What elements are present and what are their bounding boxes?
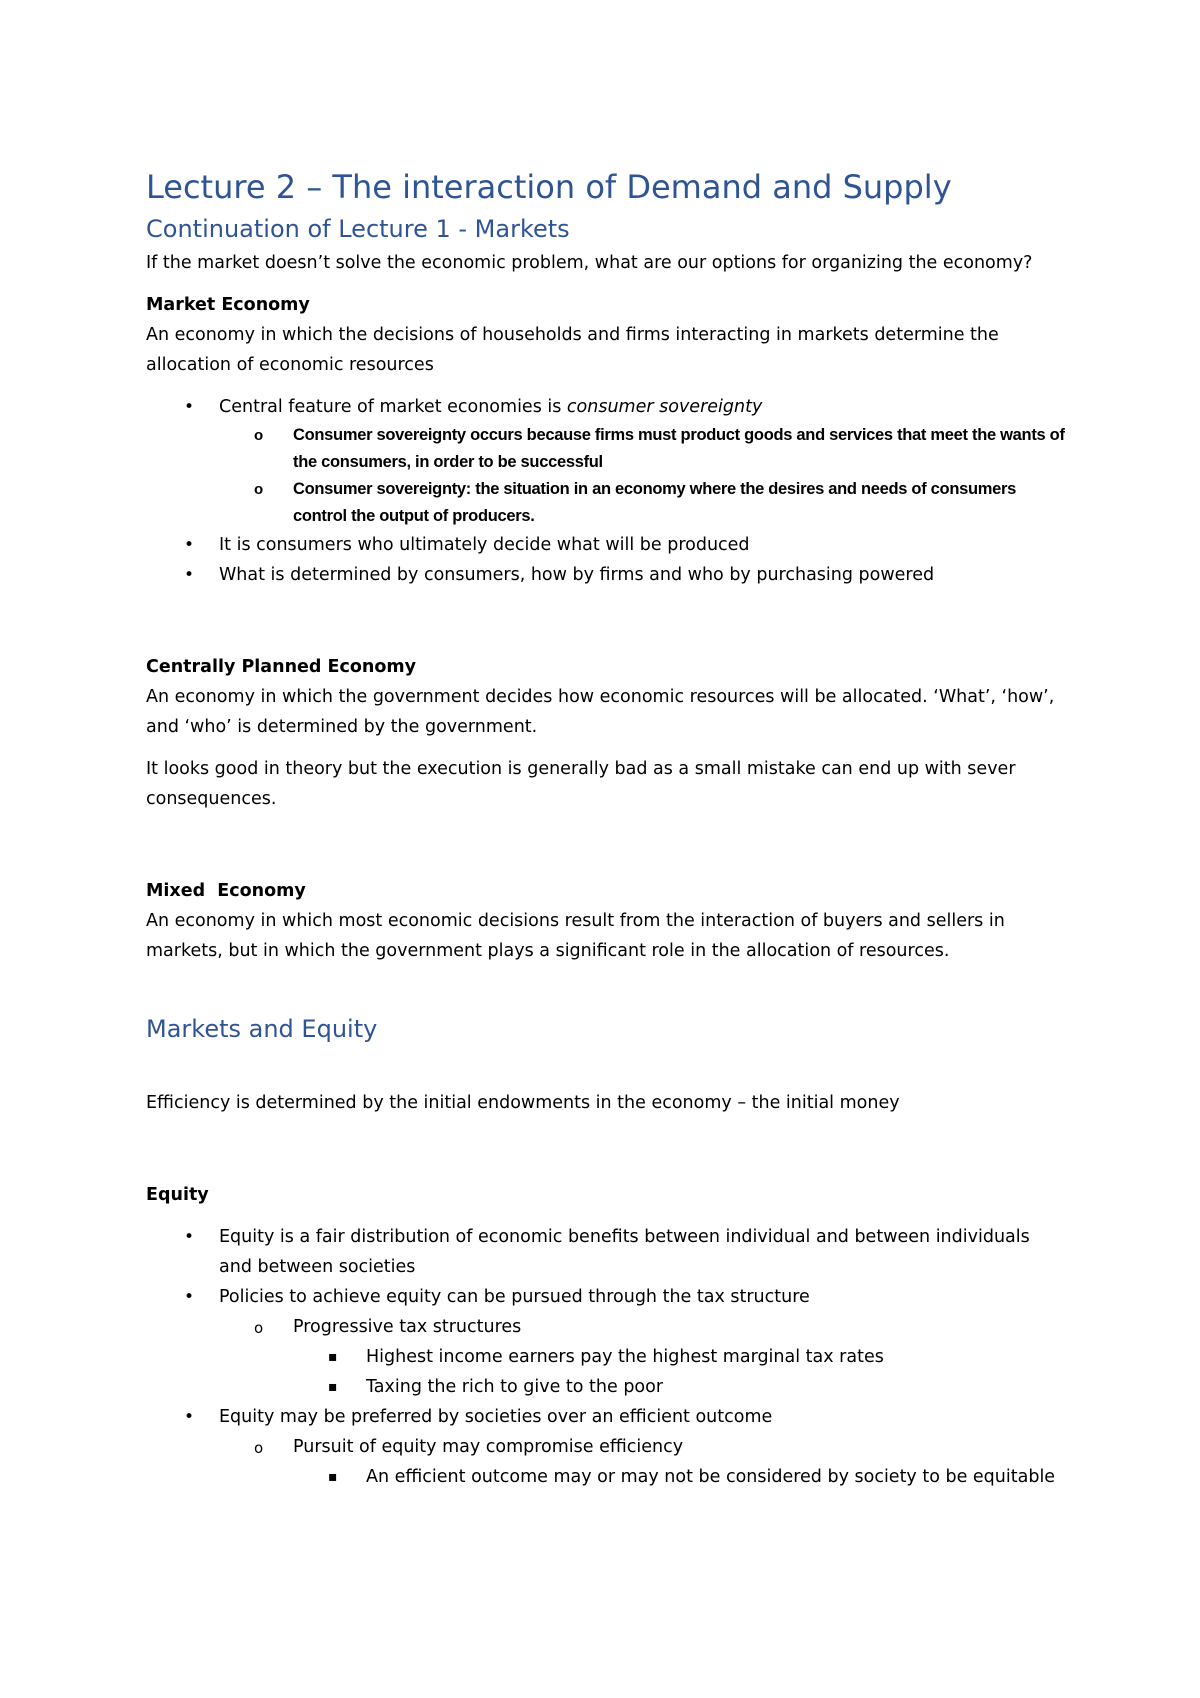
bullet-emphasis: consumer sovereignty: [566, 397, 763, 417]
equity-heading: Equity: [146, 1185, 209, 1205]
sub-sub-list-item: ▪ An efficient outcome may or may not be considered by society to be equitable: [146, 1462, 1066, 1492]
market-economy-definition: An economy in which the decisions of households and firms interacting in markets determine the allocation of economic resources: [146, 325, 999, 375]
sub-sub-list-item: ▪ Highest income earners pay the highest marginal tax rates: [146, 1342, 1066, 1372]
section-heading-continuation: Continuation of Lecture 1 - Markets: [146, 215, 570, 243]
market-economy-list: [146, 392, 1066, 590]
list-item: • Equity may be preferred by societies over an efficient outcome: [146, 1402, 1066, 1432]
equity-list: [146, 1222, 1066, 1492]
document-body: [146, 168, 1066, 1492]
list-item: • Policies to achieve equity can be pursued through the tax structure: [146, 1282, 1066, 1312]
intro-paragraph: If the market doesn’t solve the economic problem, what are our options for organizing the economy?: [146, 253, 1033, 273]
sub-sub-list-item: ▪ Taxing the rich to give to the poor: [146, 1372, 1066, 1402]
sub-list-item: o Consumer sovereignty: the situation in an economy where the desires and needs of consumers control the output of producers.: [146, 476, 1066, 530]
planned-economy-definition: An economy in which the government decides how economic resources will be allocated. ‘What’, ‘how’, and ‘who’ is determined by the government.: [146, 687, 1055, 737]
mixed-economy-definition: An economy in which most economic decisions result from the interaction of buyers and sellers in markets, but in which the government plays a significant role in the allocation of resources.: [146, 911, 1005, 961]
list-item: • Equity is a fair distribution of economic benefits between individual and between individuals and between societies: [146, 1222, 1066, 1282]
list-item: [146, 392, 1066, 422]
sub-list-item: o Pursuit of equity may compromise efficiency: [146, 1432, 1066, 1462]
sub-list-item: o Consumer sovereignty occurs because firms must product goods and services that meet the wants of the consumers, in order to be successful: [146, 422, 1066, 476]
mixed-economy-heading: Mixed Economy: [146, 881, 306, 901]
section-heading-markets-equity: Markets and Equity: [146, 1015, 378, 1043]
planned-economy-note: It looks good in theory but the execution is generally bad as a small mistake can end up with sever consequences.: [146, 759, 1016, 809]
page-title: Lecture 2 – The interaction of Demand and Supply: [146, 168, 952, 206]
bullet-text: Central feature of market economies is: [219, 397, 567, 417]
list-item: • What is determined by consumers, how by firms and who by purchasing powered: [146, 560, 1066, 590]
efficiency-paragraph: Efficiency is determined by the initial endowments in the economy – the initial money: [146, 1093, 900, 1113]
market-economy-heading: Market Economy: [146, 295, 310, 315]
list-item: • It is consumers who ultimately decide what will be produced: [146, 530, 1066, 560]
planned-economy-heading: Centrally Planned Economy: [146, 657, 416, 677]
sub-list-item: o Progressive tax structures: [146, 1312, 1066, 1342]
